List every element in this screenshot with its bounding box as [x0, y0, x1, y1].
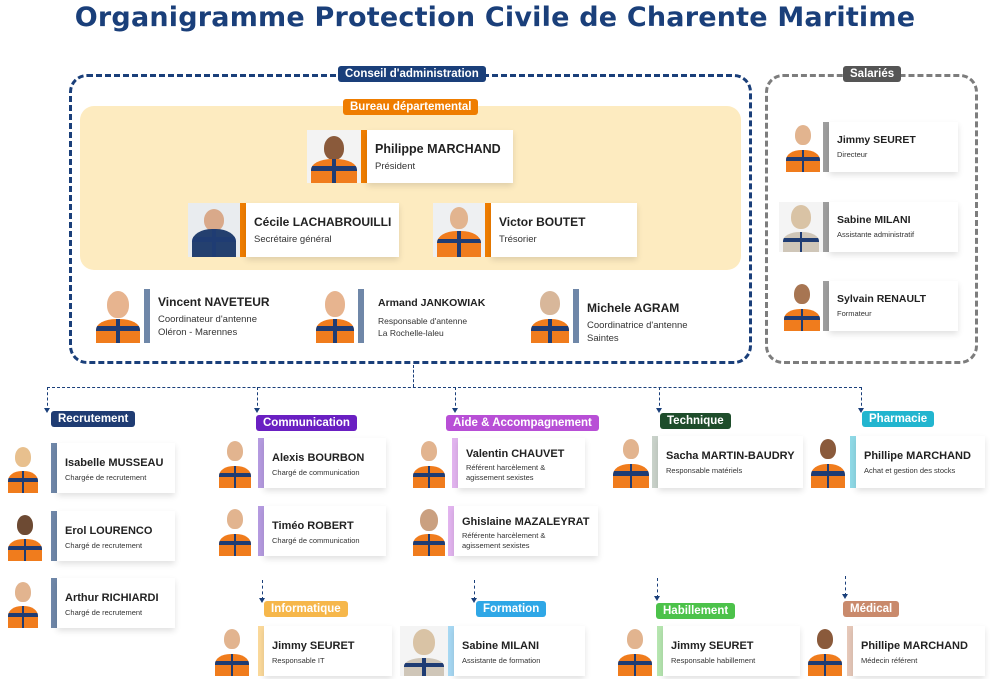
- card-alexis[interactable]: [216, 438, 386, 488]
- dept-header-technique: Technique: [660, 413, 731, 429]
- connector-line: [657, 578, 658, 598]
- connector-line: [845, 576, 846, 596]
- person-role: Coordinatrice d'antenne: [587, 320, 688, 331]
- conseil-header: Conseil d'administration: [338, 66, 486, 82]
- card-vincent[interactable]: [92, 289, 292, 343]
- person-role: Chargé de communication: [272, 536, 360, 545]
- person-role: Trésorier: [499, 234, 537, 245]
- card-sabine-admin[interactable]: [779, 202, 958, 252]
- card-michele[interactable]: [527, 289, 727, 343]
- arrow-icon: [452, 408, 458, 413]
- dept-header-recrutement: Recrutement: [51, 411, 135, 427]
- card-arthur[interactable]: [5, 578, 175, 628]
- person-role: Chargé de recrutement: [65, 541, 143, 550]
- card-valentin[interactable]: [410, 438, 585, 488]
- avatar: [783, 122, 823, 172]
- card-erol[interactable]: [5, 511, 175, 561]
- bureau-header: Bureau départemental: [343, 99, 478, 115]
- person-name: Ghislaine MAZALEYRAT: [462, 516, 590, 528]
- avatar: [5, 443, 41, 493]
- person-name: Sabine MILANI: [837, 214, 911, 226]
- arrow-icon: [254, 408, 260, 413]
- person-name: Sabine MILANI: [462, 640, 540, 652]
- person-role-detail: agissement sexistes: [462, 541, 530, 550]
- person-name: Valentin CHAUVET: [466, 448, 565, 460]
- avatar: [5, 578, 41, 628]
- person-name: Isabelle MUSSEAU: [65, 457, 164, 469]
- connector-line: [413, 365, 414, 387]
- dept-header-informatique: Informatique: [264, 601, 348, 617]
- card-tresorier[interactable]: [433, 203, 637, 257]
- avatar: [779, 202, 823, 252]
- person-role: Responsable habillement: [671, 656, 756, 665]
- avatar: [781, 281, 823, 331]
- person-role: Référent harcèlement &: [466, 463, 546, 472]
- person-role: Chargé de recrutement: [65, 608, 143, 617]
- avatar: [216, 438, 254, 488]
- avatar: [527, 289, 573, 343]
- dept-header-medical: Médical: [843, 601, 899, 617]
- person-role: Secrétaire général: [254, 234, 332, 245]
- connector-line: [262, 580, 263, 600]
- card-isabelle[interactable]: [5, 443, 175, 493]
- person-name: Philippe MARCHAND: [375, 142, 501, 156]
- arrow-icon: [44, 408, 50, 413]
- person-role: Directeur: [837, 150, 868, 159]
- card-sacha[interactable]: [610, 436, 800, 488]
- salaries-header: Salariés: [843, 66, 901, 82]
- arrow-icon: [842, 594, 848, 599]
- card-ghislaine[interactable]: [410, 506, 590, 556]
- person-role: Assistante de formation: [462, 656, 541, 665]
- card-sylvain[interactable]: [781, 281, 958, 331]
- dept-header-pharmacie: Pharmacie: [862, 411, 934, 427]
- avatar: [805, 626, 845, 676]
- page-title: Organigramme Protection Civile de Charente Maritime: [74, 2, 916, 33]
- avatar: [610, 436, 652, 488]
- person-role: Assistante administratif: [837, 230, 915, 239]
- avatar: [216, 506, 254, 556]
- person-name: Jimmy SEURET: [837, 134, 916, 146]
- person-name: Arthur RICHIARDI: [65, 592, 159, 604]
- person-name: Victor BOUTET: [499, 215, 586, 229]
- avatar: [808, 436, 848, 488]
- card-jimmy-it[interactable]: [212, 626, 392, 676]
- person-role: Coordinateur d'antenne: [158, 314, 257, 325]
- card-secretaire[interactable]: [188, 203, 393, 257]
- dept-header-formation: Formation: [476, 601, 546, 617]
- avatar: [312, 289, 358, 343]
- person-location: Oléron - Marennes: [158, 327, 238, 338]
- arrow-icon: [654, 596, 660, 601]
- person-location: Saintes: [587, 333, 619, 344]
- person-name: Sylvain RENAULT: [837, 293, 927, 305]
- person-name: Timéo ROBERT: [272, 520, 354, 532]
- person-role: Responsable IT: [272, 656, 325, 665]
- card-jimmy-directeur[interactable]: [783, 122, 958, 172]
- person-role-detail: agissement sexistes: [466, 473, 534, 482]
- person-name: Jimmy SEURET: [671, 640, 754, 652]
- dept-header-communication: Communication: [256, 415, 357, 431]
- person-location: La Rochelle-laleu: [378, 328, 444, 338]
- avatar: [410, 438, 448, 488]
- avatar: [615, 626, 655, 676]
- person-role: Chargée de recrutement: [65, 473, 147, 482]
- avatar: [188, 203, 240, 257]
- person-name: Alexis BOURBON: [272, 452, 365, 464]
- connector-line: [474, 580, 475, 600]
- person-name: Phillipe MARCHAND: [861, 640, 968, 652]
- person-name: Cécile LACHABROUILLI: [254, 215, 392, 229]
- person-role: Président: [375, 161, 416, 172]
- person-name: Phillipe MARCHAND: [864, 450, 971, 462]
- person-name: Sacha MARTIN-BAUDRY: [666, 450, 795, 462]
- dept-header-aide: Aide & Accompagnement: [446, 415, 599, 431]
- card-timeo[interactable]: [216, 506, 386, 556]
- avatar: [5, 511, 45, 561]
- avatar: [212, 626, 252, 676]
- person-role: Formateur: [837, 309, 872, 318]
- avatar: [400, 626, 448, 676]
- person-role: Référente harcèlement &: [462, 531, 546, 540]
- card-jimmy-habillement[interactable]: [615, 626, 800, 676]
- avatar: [433, 203, 485, 257]
- avatar: [410, 506, 448, 556]
- person-role: Chargé de communication: [272, 468, 360, 477]
- card-armand[interactable]: [312, 289, 512, 343]
- person-name: Jimmy SEURET: [272, 640, 355, 652]
- person-name: Vincent NAVETEUR: [158, 295, 270, 309]
- person-role: Médecin référent: [861, 656, 918, 665]
- card-president[interactable]: [307, 130, 513, 183]
- card-phillipe-medical[interactable]: [805, 626, 985, 676]
- avatar: [92, 289, 144, 343]
- card-phillipe-pharmacie[interactable]: [808, 436, 985, 488]
- avatar: [307, 130, 361, 183]
- person-name: Michele AGRAM: [587, 301, 680, 315]
- person-name: Erol LOURENCO: [65, 525, 153, 537]
- dept-header-habillement: Habillement: [656, 603, 735, 619]
- card-sabine-formation[interactable]: [400, 626, 585, 676]
- person-name: Armand JANKOWIAK: [378, 297, 486, 309]
- person-role: Responsable matériels: [666, 466, 743, 475]
- person-role: Responsable d'antenne: [378, 316, 468, 326]
- person-role: Achat et gestion des stocks: [864, 466, 956, 475]
